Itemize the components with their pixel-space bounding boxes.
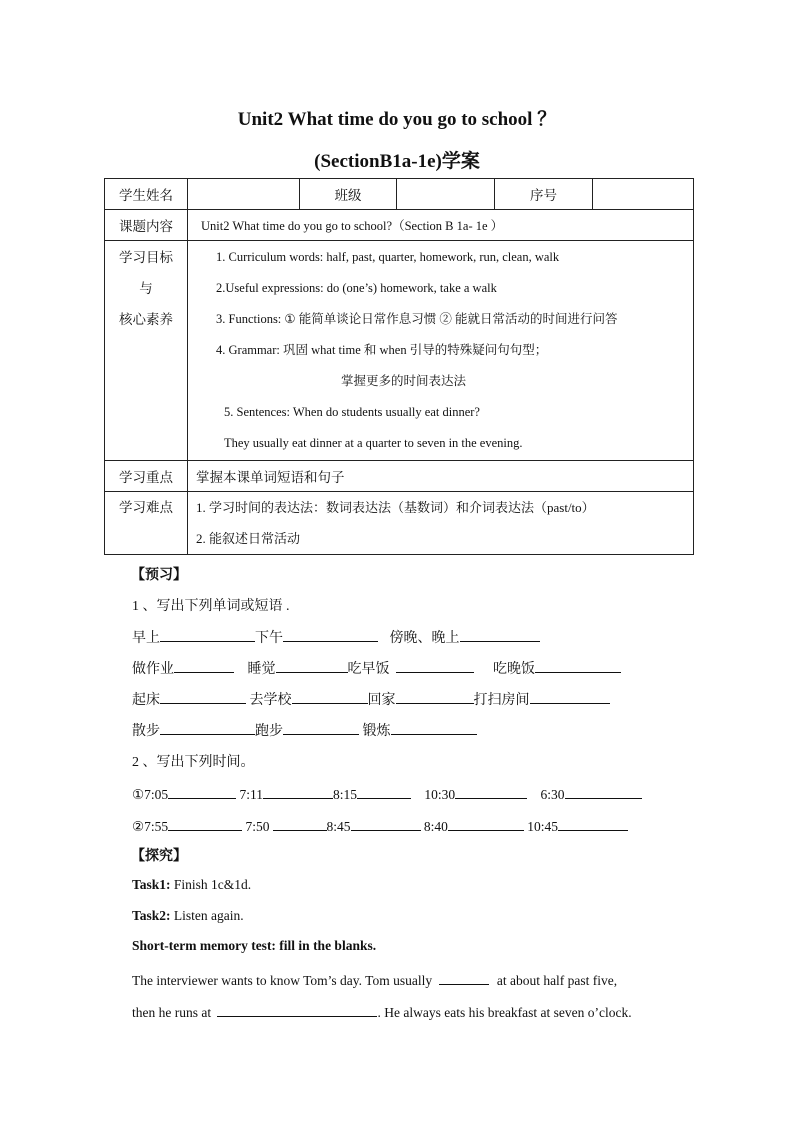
name-label: 学生姓名 [105,179,188,210]
word-row: 早上 下午 傍晚、晚上 [132,627,540,647]
key-points-label: 学习重点 [105,461,188,492]
info-table [104,178,694,555]
answer-blank[interactable] [276,658,348,673]
objective-line: 掌握更多的时间表达法 [341,374,467,388]
answer-blank[interactable] [283,627,378,642]
table-row [105,461,694,492]
objectives-label-line: 学习目标 [119,250,173,265]
seat-field[interactable] [593,179,694,210]
answer-blank[interactable] [292,689,368,704]
objective-line: 1. Curriculum words: half, past, quarter, homework, run, clean, walk [216,250,560,264]
answer-blank[interactable] [439,970,489,985]
answer-blank[interactable] [460,627,540,642]
objective-line: 4. Grammar: 巩固 what time 和 when 引导的特殊疑问句句型； [216,343,548,357]
objective-line: 5. Sentences: When do students usually eat dinner? [224,405,480,419]
difficulties-content [188,492,694,555]
name-field[interactable] [188,179,300,210]
answer-blank[interactable] [273,816,327,831]
objectives-content [188,241,694,461]
time-row: ②7:55 7:50 8:45 8:40 10:45 [132,816,628,835]
time-row: ①7:05 7:11 8:15 10:30 6:30 [132,784,642,803]
answer-blank[interactable] [174,658,234,673]
objective-line: 2.Useful expressions: do (one’s) homework, take a walk [216,281,497,295]
answer-blank[interactable] [535,658,621,673]
word-row: 做作业 睡觉 吃早饭 吃晚饭 [132,658,621,678]
table-row [105,241,694,461]
answer-blank[interactable] [283,720,359,735]
objectives-label-line: 与 [139,281,153,296]
memory-test-heading: Short-term memory test: fill in the blanks. [132,938,377,953]
topic-label: 课题内容 [105,210,188,241]
word-row: 散步 跑步 锻炼 [132,720,477,740]
objective-line: 3. Functions: ① 能简单谈论日常作息习惯 ② 能就日常活动的时间进行问答 [216,312,618,326]
answer-blank[interactable] [160,627,255,642]
topic-content: Unit2 What time do you go to school?（Section B 1a- 1e ） [188,210,694,241]
table-row [105,492,694,555]
preview-heading: 【预习】 [131,568,187,583]
answer-blank[interactable] [160,720,255,735]
seat-label: 序号 [495,179,593,210]
paragraph-line: The interviewer wants to know Tom’s day. Tom usually at about half past five, [132,970,617,989]
answer-blank[interactable] [391,720,477,735]
answer-blank[interactable] [263,784,333,799]
difficulty-line: 1. 学习时间的表达法：数词表达法（基数词）和介词表达法（past/to） [196,500,595,515]
objective-line: They usually eat dinner at a quarter to seven in the evening. [224,436,523,450]
page-subtitle: (SectionB1a-1e)学案 [314,151,480,172]
answer-blank[interactable] [455,784,527,799]
answer-blank[interactable] [168,784,236,799]
key-points-content: 掌握本课单词短语和句子 [188,461,694,492]
task-1: Task1: Finish 1c&1d. [132,877,252,892]
objectives-label-line: 核心素养 [119,312,173,327]
answer-blank[interactable] [351,816,421,831]
answer-blank[interactable] [530,689,610,704]
paragraph-line: then he runs at . He always eats his breakfast at seven o’clock. [132,1002,632,1021]
table-row [105,179,694,210]
table-row [105,210,694,241]
answer-blank[interactable] [396,658,474,673]
answer-blank[interactable] [357,784,411,799]
page-title: Unit2 What time do you go to school ？ [237,109,557,130]
answer-blank[interactable] [558,816,628,831]
answer-blank[interactable] [168,816,242,831]
explore-heading: 【探究】 [131,849,187,864]
answer-blank[interactable] [448,816,524,831]
question-1: 1 、写出下列单词或短语 . [132,599,290,614]
difficulties-label: 学习难点 [105,492,188,555]
answer-blank[interactable] [565,784,642,799]
task-2: Task2: Listen again. [132,908,244,923]
answer-blank[interactable] [160,689,246,704]
answer-blank[interactable] [396,689,474,704]
class-label: 班级 [300,179,397,210]
word-row: 起床 去学校 回家 打扫房间 [132,689,610,709]
question-2: 2 、写出下列时间。 [132,755,255,770]
difficulty-line: 2. 能叙述日常活动 [196,531,301,546]
class-field[interactable] [397,179,495,210]
objectives-label [105,241,188,461]
answer-blank[interactable] [217,1002,377,1017]
